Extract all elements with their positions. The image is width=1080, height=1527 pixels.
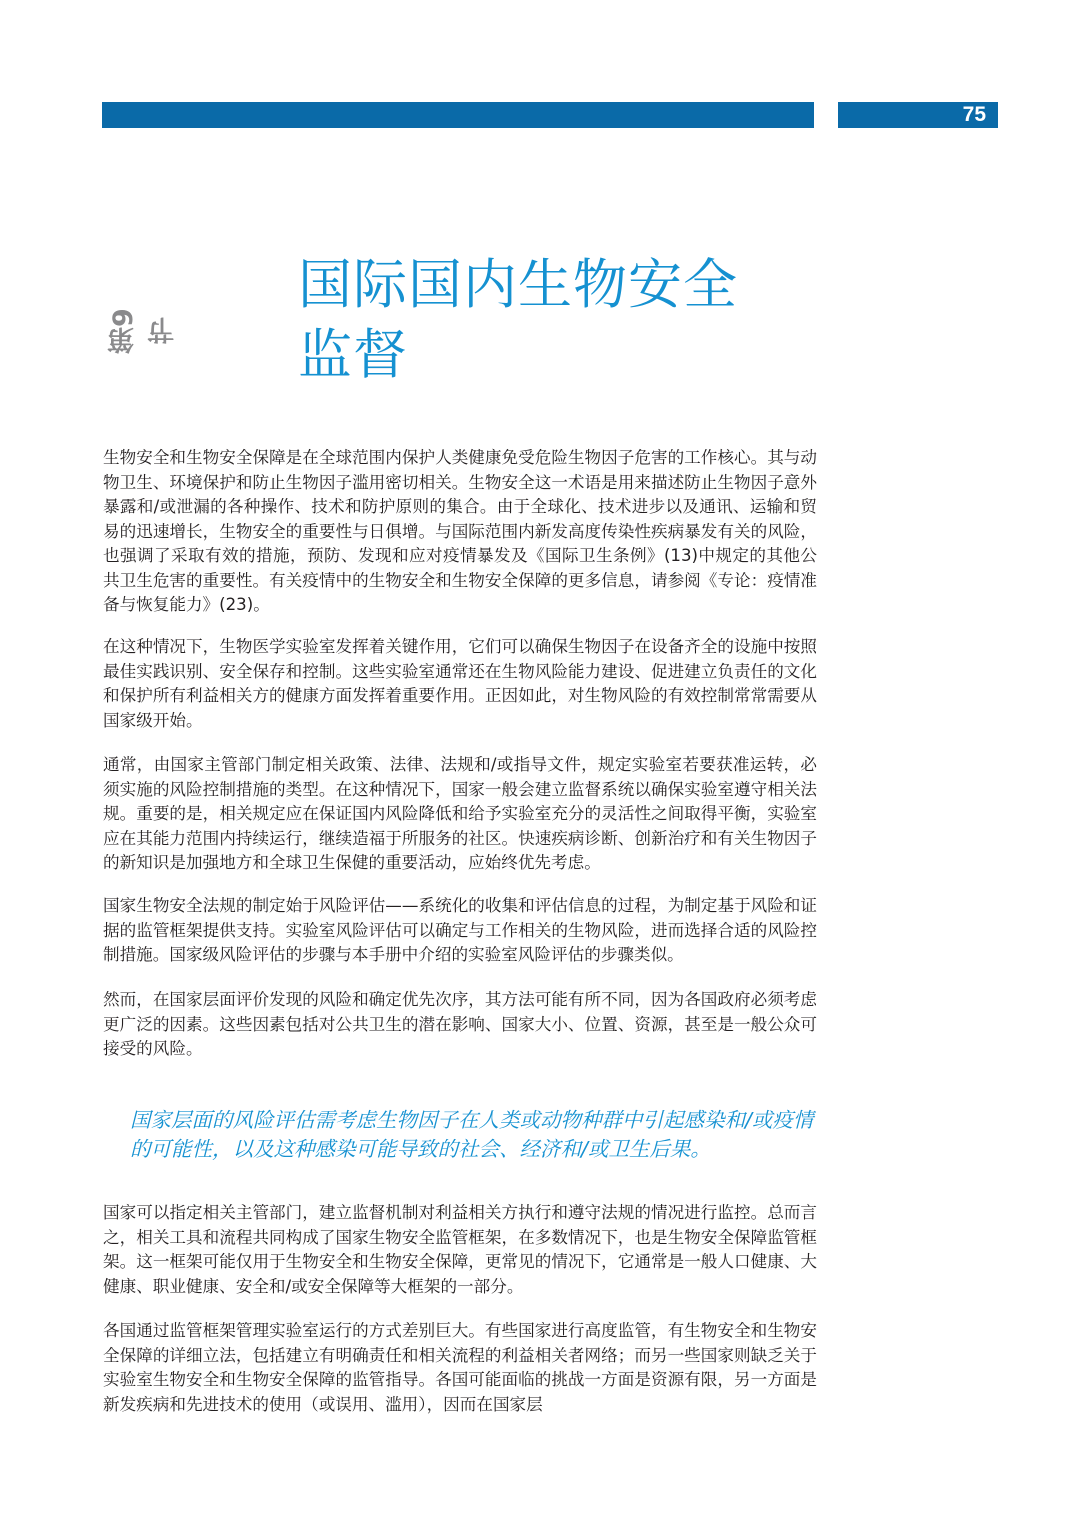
chapter-title-line-1: 国际国内生物安全	[298, 253, 738, 316]
body-paragraph-6: 国家可以指定相关主管部门，建立监督机制对利益相关方执行和遵守法规的情况进行监控。总而言之，相关工具和流程共同构成了国家生物安全监管框架，在多数情况下，也是生物安全保障监管框架。这一框架可能仅用于生物安全和生物安全保障，更常见的情况下，它通常是一般人口健康、大健康、职业健康、安全和/或安全保障等大框架的一部分。	[103, 1203, 817, 1296]
body-paragraph-5: 然而，在国家层面评价发现的风险和确定优先次序，其方法可能有所不同，因为各国政府必须考虑更广泛的因素。这些因素包括对公共卫生的潜在影响、国家大小、位置、资源，甚至是一般公众可接受的风险。	[103, 990, 817, 1058]
page-number-tab	[838, 102, 998, 128]
chapter-title-line-2: 监督	[298, 323, 408, 386]
chapter-title	[298, 250, 858, 390]
body-paragraph-3: 通常，由国家主管部门制定相关政策、法律、法规和/或指导文件，规定实验室若要获准运转，必须实施的风险控制措施的类型。在这种情况下，国家一般会建立监督系统以确保实验室遵守相关法规。重要的是，相关规定应在保证国内风险降低和给予实验室充分的灵活性之间取得平衡，实验室应在其能力范围内持续运行，继续造福于所服务的社区。快速疾病诊断、创新治疗和有关生物因子的新知识是加强地方和全球卫生保健的重要活动，应始终优先考虑。	[103, 755, 817, 872]
pull-quote: 国家层面的风险评估需考虑生物因子在人类或动物种群中引起感染和/或疫情的可能性，以及这种感染可能导致的社会、经济和/或卫生后果。	[130, 1108, 814, 1161]
section-label: 第9节	[108, 308, 179, 354]
body-paragraph-1: 生物安全和生物安全保障是在全球范围内保护人类健康免受危险生物因子危害的工作核心。其与动物卫生、环境保护和防止生物因子滥用密切相关。生物安全这一术语是用来描述防止生物因子意外暴露和/或泄漏的各种操作、技术和防护原则的集合。由于全球化、技术进步以及通讯、运输和贸易的迅速增长，生物安全的重要性与日俱增。与国际范围内新发高度传染性疾病暴发有关的风险，也强调了采取有效的措施，预防、发现和应对疫情暴发及《国际卫生条例》(13)中规定的其他公共卫生危害的重要性。有关疫情中的生物安全和生物安全保障的更多信息，请参阅《专论：疫情准备与恢复能力》(23)。	[103, 448, 817, 614]
body-paragraph-4: 国家生物安全法规的制定始于风险评估——系统化的收集和评估信息的过程，为制定基于风险和证据的监管框架提供支持。实验室风险评估可以确定与工作相关的生物风险，进而选择合适的风险控制措施。国家级风险评估的步骤与本手册中介绍的实验室风险评估的步骤类似。	[103, 896, 817, 964]
body-paragraph-2: 在这种情况下，生物医学实验室发挥着关键作用，它们可以确保生物因子在设备齐全的设施中按照最佳实践识别、安全保存和控制。这些实验室通常还在生物风险能力建设、促进建立负责任的文化和保护所有利益相关方的健康方面发挥着重要作用。正因如此，对生物风险的有效控制常常需要从国家级开始。	[103, 637, 817, 730]
page-number: 75	[962, 103, 986, 126]
body-paragraph-7: 各国通过监管框架管理实验室运行的方式差别巨大。有些国家进行高度监管，有生物安全和生物安全保障的详细立法，包括建立有明确责任和相关流程的利益相关者网络；而另一些国家则缺乏关于实验室生物安全和生物安全保障的监管指导。各国可能面临的挑战一方面是资源有限，另一方面是新发疾病和先进技术的使用（或误用、滥用），因而在国家层	[103, 1321, 817, 1414]
header-bar	[102, 102, 814, 128]
